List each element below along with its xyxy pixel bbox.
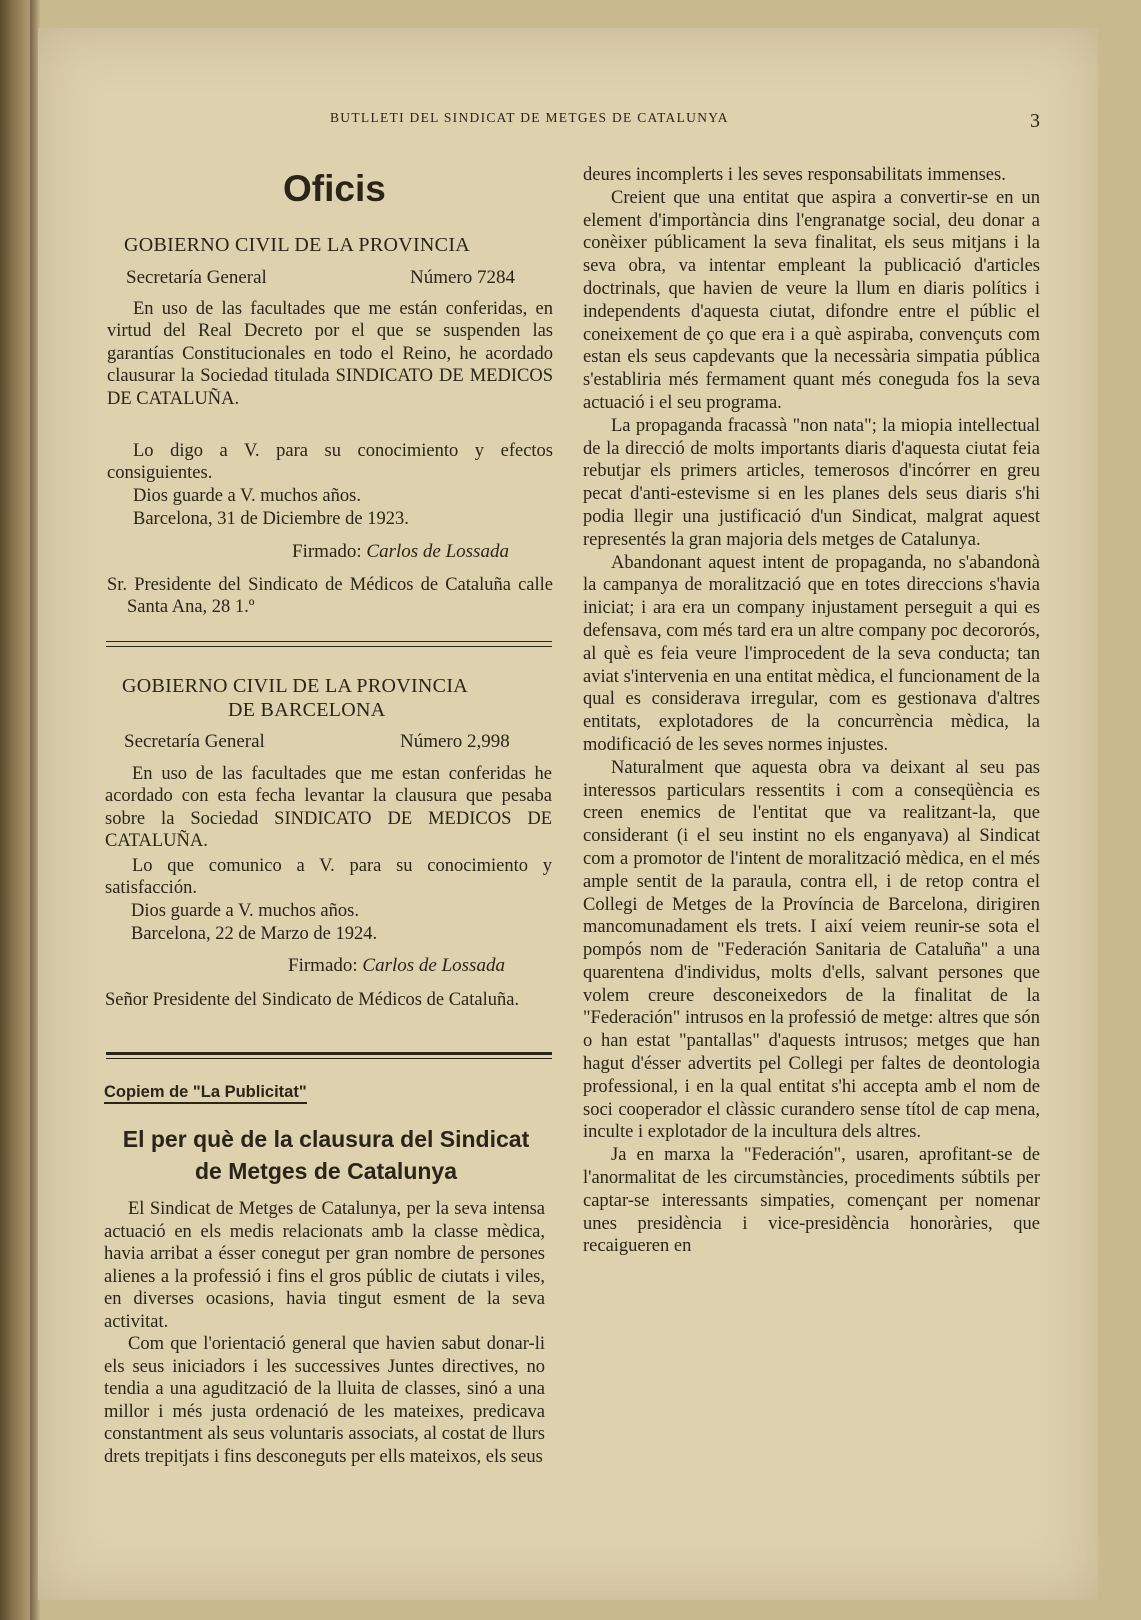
running-title: BUTLLETI DEL SINDICAT DE METGES DE CATALUNYA — [330, 110, 729, 125]
notice-1-heading: GOBIERNO CIVIL DE LA PROVINCIA — [124, 234, 471, 256]
notice-1-numero: Número 7284 — [410, 267, 516, 288]
thick-rule — [106, 1052, 552, 1059]
notice-2-numero: Número 2,998 — [400, 731, 510, 752]
notice-2-addressee: Señor Presidente del Sindicato de Médicos de Cataluña. — [105, 990, 520, 1010]
notice-1-addressee: Sr. Presidente del Sindicato de Médicos de Cataluña calle Santa Ana, 28 1.º — [107, 575, 553, 618]
article-continuation: deures incomplerts i les seves responsabilitats immenses. — [583, 165, 1006, 185]
article-paragraph: La propaganda fracassà "non nata"; la miopia intellectual de la direcció de molts importants diaris d'aquesta ciutat feia rebutjar els primers articles, temerosos d'incórrer en greu pecat d'anti-estevisme si en les planes dels seus diaris s'hi podia llegir una justificació d'un Sindicat, malgrat aquest representés la gran majoria dels metges de Catalunya. — [583, 415, 1040, 550]
notice-1-line2: Lo digo a V. para su conocimiento y efectos consiguientes. — [107, 441, 553, 484]
article-paragraph: Naturalment que aquesta obra va deixant al seu pas interessos particulars ressentits i com a conseqüència es creen enemics de l'entitat que va realitzant-la, que considerant (i el seu instint no els enganyava) al Sindicat com a promotor de l'intent de moralització mèdica, en el més ample sentit de la paraula, contra ell, i de retop contra el Collegi de Metges de la Província de Barcelona, dirigiren mancomunadament els trets. I així veiem reunir-se sota el pompós nom de "Federación Sanitaria de Cataluña" a una quarentena d'individus, molts d'ells, salvant persones que volem creure desconeixedors de la finalitat de la "Federación" intrusos en la professió de metge: altres que són o han estat "pantallas" d'aquests intrusos; metges que han hagut d'ésser advertits pel Collegi per faltes de deontologia professional, i en la qual entitat s'hi accepta amb el nom de soci cooperador el clàssic curandero sense títol de cap mena, inculte i explotador de la incultura dels altres. — [583, 757, 1040, 1143]
double-rule-1 — [106, 641, 552, 647]
notice-2-body: En uso de las facultades que me estan conferidas he acordado con esta fecha levantar la clausura que pesaba sobre la Sociedad SINDICATO DE MEDICOS DE CATALUÑA. — [105, 764, 552, 852]
article-paragraph: El Sindicat de Metges de Catalunya, per la seva intensa actuació en els medis relacionats amb la classe mèdica, havia arribat a ésser conegut per gran nombre de persones alienes a la professió i fins el gros públic de ciutats i viles, en diverses ocasions, havia tingut esment de la seva activitat. — [104, 1199, 545, 1332]
notice-2-heading-1: GOBIERNO CIVIL DE LA PROVINCIA — [122, 675, 469, 697]
notice-1-line4: Barcelona, 31 de Diciembre de 1923. — [133, 509, 409, 529]
article-title-line-1: El per què de la clausura del Sindicat — [122, 1126, 530, 1152]
notice-1-body: En uso de las facultades que me están conferidas, en virtud del Real Decreto por el que se suspenden las garantías Constitucionales en todo el Reino, he acordado clausurar la Sociedad titulada SINDICATO DE MEDICOS DE CATALUÑA. — [107, 299, 553, 409]
article-title-line-2: de Metges de Catalunya — [194, 1158, 458, 1184]
notice-2-signer: Carlos de Lossada — [362, 955, 505, 976]
oficis-title: Oficis — [283, 168, 386, 209]
notice-2-line4: Barcelona, 22 de Marzo de 1924. — [131, 924, 378, 944]
notice-1-signer: Carlos de Lossada — [366, 541, 509, 562]
notice-2-secretaria: Secretaría General — [124, 731, 265, 752]
article-paragraph: Ja en marxa la "Federación", usaren, aprofitant-se de l'anormalitat de les circumstàncies, procediments súbtils per captar-se interessants simpaties, començant per nomenar unes presidència i vice-presidència honoràries, que recaigueren en — [583, 1145, 1040, 1257]
notice-2-signature: Firmado: Carlos de Lossada — [288, 955, 505, 976]
notice-2-line3: Dios guarde a V. muchos años. — [131, 901, 359, 921]
article-paragraph: Creient que una entitat que aspira a convertir-se en un element d'importància dins l'engranatge social, deu donar a conèixer públicament la seva finalitat, els seus mitjans i la seva obra, va intentar empleant la publicació d'articles doctrinals, que havien de veure la llum en diaris polítics i independents d'aquesta ciutat, difondre entre el públic el coneixement de ço que era i a què aspiraba, convençuts com estan els seus capdevants que la necessària simpatia pública s'establiria més fermament quant més coneguda fos la seva actuació i el seu programa. — [583, 187, 1040, 413]
article-title — [100, 1123, 552, 1187]
notice-1-secretaria: Secretaría General — [126, 267, 267, 288]
article-paragraph: Abandonant aquest intent de propaganda, no s'abandonà la campanya de moralització que en totes direccions s'havia iniciat; i ara era un company injustament perseguit a qui es defensava, com més tard era un altre company poc decororós, al què es feia veure l'improcedent de la seva conducta; tan aviat s'intervenia en una entitat mèdica, el funcionament de la qual es considerava irregular, com es gestionava d'altres entitats, explotadores de la concurrència mèdica, la modificació de les seves normes injustes. — [583, 552, 1040, 755]
notice-2-heading-2: DE BARCELONA — [228, 699, 386, 721]
article-paragraph: Com que l'orientació general que havien sabut donar-li els seus iniciadors i les successives Juntes directives, no tendia a una agudització de la lluita de classes, sinó a una millor i més justa ordenació de les mateixes, predicava constantment als seus voluntaris associats, al costat de llurs drets trepitjats i fins desconeguts per ells mateixos, els seus — [104, 1334, 545, 1467]
notice-2-line2: Lo que comunico a V. para su conocimiento y satisfacción. — [105, 856, 552, 899]
article-right-body — [583, 164, 1040, 1258]
article-source-label: Copiem de "La Publicitat" — [104, 1083, 307, 1104]
article-left-body — [104, 1198, 545, 1468]
notice-1-signature: Firmado: Carlos de Lossada — [292, 541, 509, 562]
notice-1-line3: Dios guarde a V. muchos años. — [133, 486, 361, 506]
page-number: 3 — [1030, 110, 1040, 132]
